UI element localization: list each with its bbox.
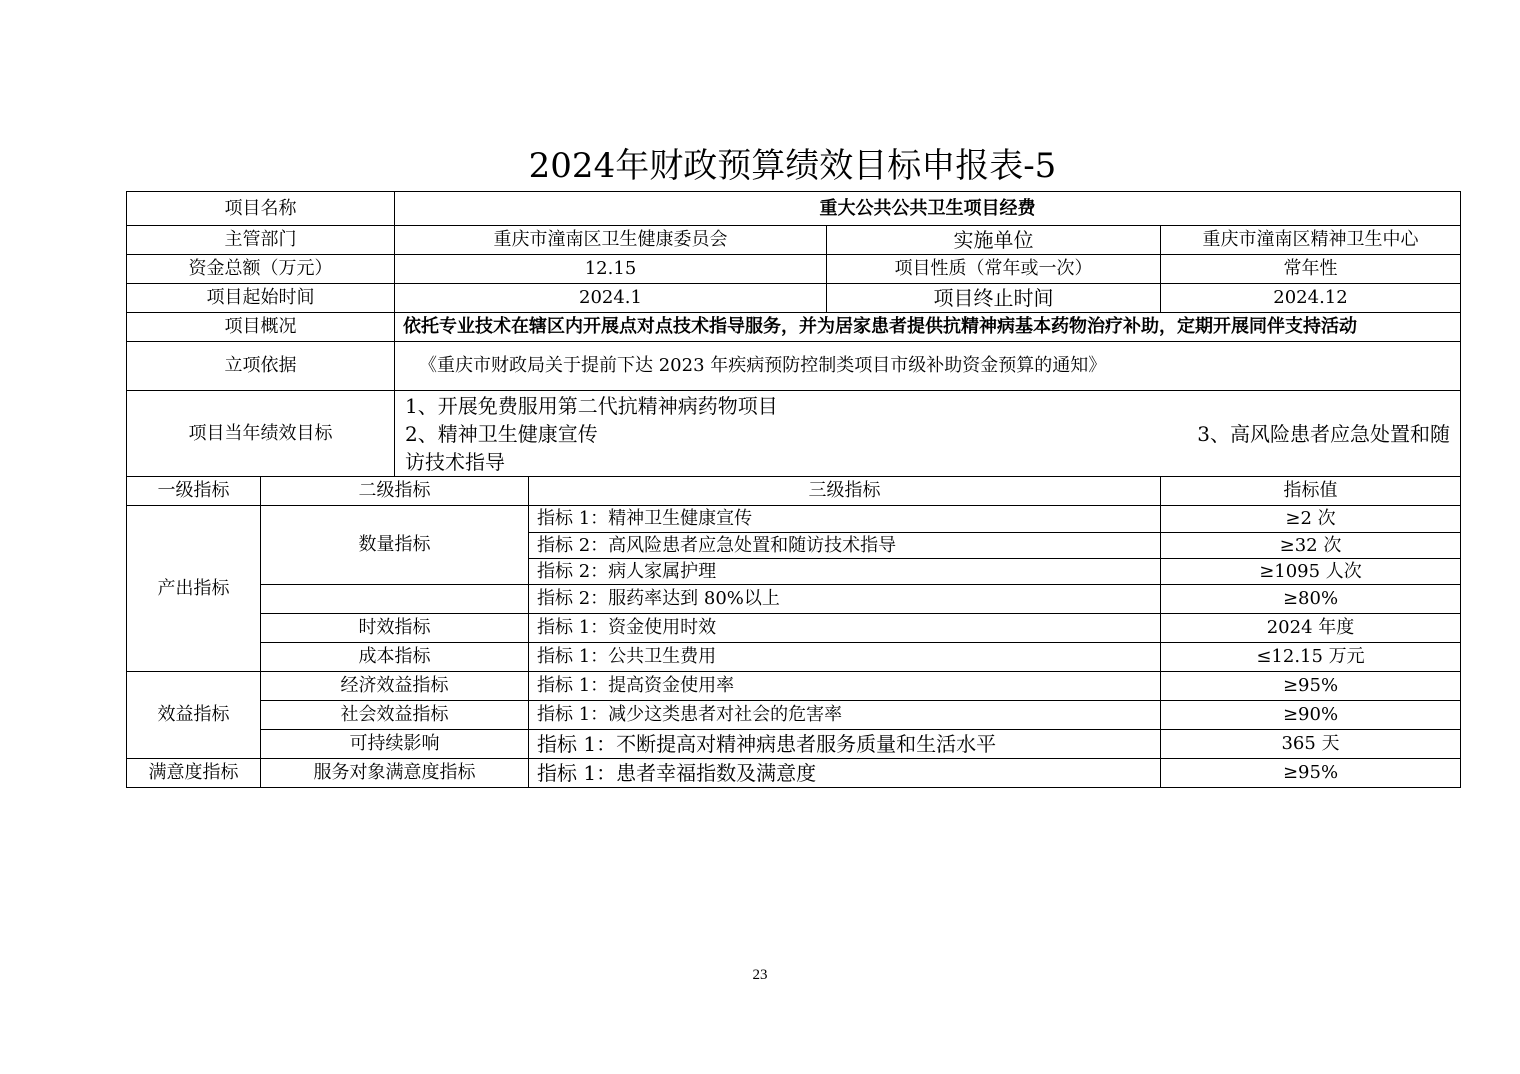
indicator-value: ≥32 次 bbox=[1161, 533, 1461, 559]
indicator-value: ≥2 次 bbox=[1161, 506, 1461, 533]
sub-time: 时效指标 bbox=[261, 614, 529, 643]
basis-label: 立项依据 bbox=[127, 342, 395, 391]
indicator: 指标 2：高风险患者应急处置和随访技术指导 bbox=[529, 533, 1161, 559]
start-label: 项目起始时间 bbox=[127, 284, 395, 313]
unit-label: 实施单位 bbox=[827, 226, 1161, 255]
sub-sustain: 可持续影响 bbox=[261, 730, 529, 759]
col-level1: 一级指标 bbox=[127, 477, 261, 506]
goal-item-2: 2、精神卫生健康宣传 bbox=[405, 421, 598, 446]
sub-quantity: 数量指标 bbox=[261, 506, 529, 585]
end-value: 2024.12 bbox=[1161, 284, 1461, 313]
sub-service: 服务对象满意度指标 bbox=[261, 759, 529, 788]
indicator-value: ≥1095 人次 bbox=[1161, 559, 1461, 585]
indicator: 指标 1：不断提高对精神病患者服务质量和生活水平 bbox=[529, 730, 1161, 759]
group-satisfaction: 满意度指标 bbox=[127, 759, 261, 788]
project-name-value: 重大公共公共卫生项目经费 bbox=[395, 192, 1461, 226]
indicator: 指标 2：服药率达到 80%以上 bbox=[529, 585, 1161, 614]
goal-item-3: 3、高风险患者应急处置和随 bbox=[1197, 421, 1450, 446]
indicator-value: ≥90% bbox=[1161, 701, 1461, 730]
indicator: 指标 1：提高资金使用率 bbox=[529, 672, 1161, 701]
indicator-value: 2024 年度 bbox=[1161, 614, 1461, 643]
funds-label: 资金总额（万元） bbox=[127, 255, 395, 284]
indicator-value: ≤12.15 万元 bbox=[1161, 643, 1461, 672]
goal-item-1: 1、开展免费服用第二代抗精神病药物项目 bbox=[405, 393, 778, 418]
unit-value: 重庆市潼南区精神卫生中心 bbox=[1161, 226, 1461, 255]
dept-label: 主管部门 bbox=[127, 226, 395, 255]
indicator: 指标 1：公共卫生费用 bbox=[529, 643, 1161, 672]
goal-item-3-cont: 访技术指导 bbox=[405, 449, 505, 474]
indicator: 指标 1：减少这类患者对社会的危害率 bbox=[529, 701, 1161, 730]
page-number: 23 bbox=[752, 967, 768, 983]
indicator: 指标 1：患者幸福指数及满意度 bbox=[529, 759, 1161, 788]
overview-value: 依托专业技术在辖区内开展点对点技术指导服务，并为居家患者提供抗精神病基本药物治疗补助，定期开展同伴支持活动 bbox=[395, 313, 1461, 342]
sub-empty bbox=[261, 585, 529, 614]
indicator-value: ≥95% bbox=[1161, 672, 1461, 701]
col-value: 指标值 bbox=[1161, 477, 1461, 506]
performance-table bbox=[126, 191, 1461, 788]
group-benefit: 效益指标 bbox=[127, 672, 261, 759]
goal-value bbox=[395, 391, 1461, 477]
col-level3: 三级指标 bbox=[529, 477, 1161, 506]
funds-value: 12.15 bbox=[395, 255, 827, 284]
dept-value: 重庆市潼南区卫生健康委员会 bbox=[395, 226, 827, 255]
sub-economic: 经济效益指标 bbox=[261, 672, 529, 701]
sub-cost: 成本指标 bbox=[261, 643, 529, 672]
nature-value: 常年性 bbox=[1161, 255, 1461, 284]
page-title: 2024年财政预算绩效目标申报表-5 bbox=[528, 146, 1057, 186]
group-output: 产出指标 bbox=[127, 506, 261, 672]
indicator-value: ≥95% bbox=[1161, 759, 1461, 788]
indicator: 指标 1：资金使用时效 bbox=[529, 614, 1161, 643]
goal-label: 项目当年绩效目标 bbox=[127, 391, 395, 477]
indicator: 指标 2：病人家属护理 bbox=[529, 559, 1161, 585]
basis-value: 《重庆市财政局关于提前下达 2023 年疾病预防控制类项目市级补助资金预算的通知》 bbox=[395, 342, 1461, 391]
nature-label: 项目性质（常年或一次） bbox=[827, 255, 1161, 284]
col-level2: 二级指标 bbox=[261, 477, 529, 506]
indicator-value: 365 天 bbox=[1161, 730, 1461, 759]
indicator: 指标 1：精神卫生健康宣传 bbox=[529, 506, 1161, 533]
project-name-label: 项目名称 bbox=[127, 192, 395, 226]
start-value: 2024.1 bbox=[395, 284, 827, 313]
end-label: 项目终止时间 bbox=[827, 284, 1161, 313]
indicator-value: ≥80% bbox=[1161, 585, 1461, 614]
overview-label: 项目概况 bbox=[127, 313, 395, 342]
sub-social: 社会效益指标 bbox=[261, 701, 529, 730]
